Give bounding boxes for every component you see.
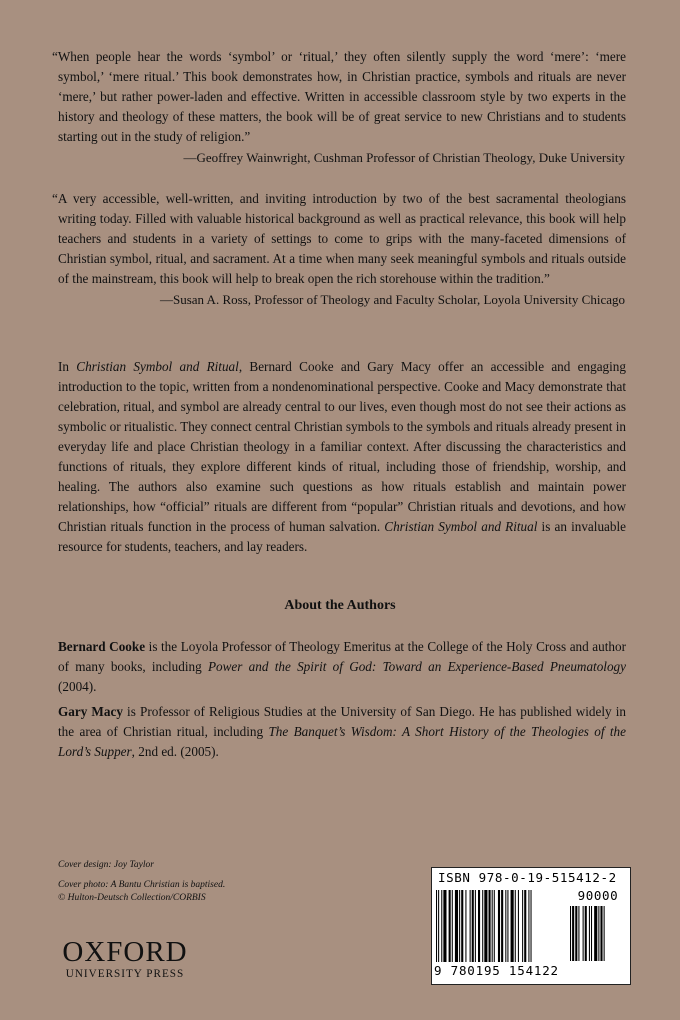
author-name-cooke: Bernard Cooke [58, 639, 146, 654]
barcode-bar [572, 906, 574, 961]
endorsement-quote-1: “When people hear the words ‘symbol’ or ‘ritual,’ they often silently supply the word ‘mere’: ‘mere symbol,’ ‘mere ritual.’ This book demonstrates how, in Christian practice, symbols and rituals are never ‘mere,’ but rather power-laden and effective. Written in accessible classroom style by two experts in the history and theology of these matters, the book will be of great service to new Christians and to students starting out in the study of religion.” [52, 49, 626, 144]
barcode-bar [498, 890, 500, 962]
barcode-bar [505, 890, 506, 962]
barcode-bar [459, 890, 460, 962]
barcode-bars [436, 890, 566, 962]
barcode-bar [578, 906, 579, 961]
barcode-bar [478, 890, 480, 962]
barcode-bar [501, 890, 503, 962]
barcode-supplement-bars [570, 906, 626, 978]
barcode-bar [570, 906, 571, 961]
barcode-bar [594, 906, 597, 961]
barcode-bar [598, 906, 599, 961]
barcode-bar [436, 890, 437, 962]
barcode-bar [589, 906, 590, 961]
barcode-bar [472, 890, 474, 962]
barcode-bar [507, 890, 508, 962]
description-body: , Bernard Cooke and Gary Macy offer an accessible and engaging introduction to the topic, written from a nondenominational perspective. Cooke and Macy demonstrate that celebration, ritual, and symbol are already central to our lives, even though most do not see their actions as symbolic or ritualistic. They connect central Christian symbols to the symbols and rituals already present in everyday life and place Christian theology in a familiar context. After discussing the characteristics and functions of rituals, they explore different kinds of ritual, including those of friendship, worship, and healing. The authors also examine such questions as how rituals establish and maintain power relationships, how “official” rituals are different from “popular” Christian rituals and devotions, and how Christian rituals function in the process of human salvation. [58, 359, 626, 534]
description-prefix: In [58, 359, 77, 374]
barcode-bar [449, 890, 451, 962]
author-after-cooke: (2004). [58, 679, 97, 694]
publisher-logo [58, 937, 192, 981]
barcode-bar [443, 890, 446, 962]
author-work-macy: The Banquet’s Wisdom: A Short History of the Theologies of the Lord’s Supper [58, 724, 626, 759]
description-book-title: Christian Symbol and Ritual [76, 359, 239, 374]
barcode-bar [575, 906, 577, 961]
barcode-supplement-number: 90000 [577, 888, 619, 903]
author-name-macy: Gary Macy [58, 704, 123, 719]
barcode-bar [515, 890, 516, 962]
cover-design-credit: Cover design: Joy Taylor [58, 860, 154, 870]
endorsement-attribution-1: —Geoffrey Wainwright, Cushman Professor of Christian Theology, Duke University [183, 150, 625, 165]
barcode-bar [494, 890, 495, 962]
copyright-credit: © Hulton-Deutsch Collection/CORBIS [58, 893, 206, 903]
about-heading: About the Authors [284, 598, 396, 613]
book-description [58, 357, 626, 557]
author-bio-macy [58, 702, 626, 762]
isbn-barcode [431, 867, 631, 985]
barcode-bar [438, 890, 439, 962]
barcode-bar [475, 890, 476, 962]
barcode-bar [585, 906, 587, 961]
barcode-bar [492, 890, 493, 962]
barcode-bar [522, 890, 523, 962]
barcode-bar [583, 906, 584, 961]
endorsement-quote-2: “A very accessible, well-written, and inviting introduction by two of the best sacramental theologians writing today. Filled with valuable historical background as well as practical relevance, this book will help teachers and students in a variety of settings to come to grips with the many-faceted dimensions of Christian symbol, ritual, and sacrament. At a time when many seek meaningful symbols and rituals outside of the mainstream, this book will help to break open the rich storehouse within the tradition.” [52, 191, 626, 286]
description-book-title-2: Christian Symbol and Ritual [384, 519, 538, 534]
barcode-bar [604, 906, 605, 961]
barcode-bar [484, 890, 487, 962]
author-text-cooke: is the Loyola Professor of Theology Emeritus at the College of the Holy Cross and author of many books, including [58, 639, 626, 674]
barcode-bar [591, 906, 592, 961]
barcode-bar [531, 890, 532, 962]
barcode-bar [528, 890, 529, 962]
barcode-bar [482, 890, 483, 962]
publisher-name: OXFORD [62, 936, 188, 968]
barcode-bar [441, 890, 442, 962]
barcode-bar [489, 890, 491, 962]
publisher-subtitle: UNIVERSITY PRESS [65, 968, 185, 980]
barcode-bar [518, 890, 519, 962]
cover-photo-credit: Cover photo: A Bantu Christian is baptised. [58, 880, 226, 890]
barcode-bar [452, 890, 453, 962]
barcode-bar [465, 890, 466, 962]
author-text-macy: is Professor of Religious Studies at the University of San Diego. He has published widely in the area of Christian ritual, including [58, 704, 626, 739]
author-after-macy: , 2nd ed. (2005). [131, 744, 219, 759]
barcode-bar [461, 890, 463, 962]
cover-credits [58, 859, 225, 905]
barcode-number: 9 780195 154122 [434, 963, 559, 978]
barcode-bar [511, 890, 514, 962]
author-bio-cooke [58, 637, 626, 697]
barcode-bar [470, 890, 471, 962]
isbn-label: ISBN 978-0-19-515412-2 [438, 870, 617, 885]
description-ending: is an invaluable resource for students, teachers, and lay readers. [58, 519, 626, 554]
endorsement-attribution-2: —Susan A. Ross, Professor of Theology and Faculty Scholar, Loyola University Chicago [159, 292, 625, 307]
author-work-cooke: Power and the Spirit of God: Toward an Experience-Based Pneumatology [207, 659, 626, 674]
barcode-bar [455, 890, 458, 962]
barcode-bar [600, 906, 602, 961]
barcode-bar [524, 890, 526, 962]
